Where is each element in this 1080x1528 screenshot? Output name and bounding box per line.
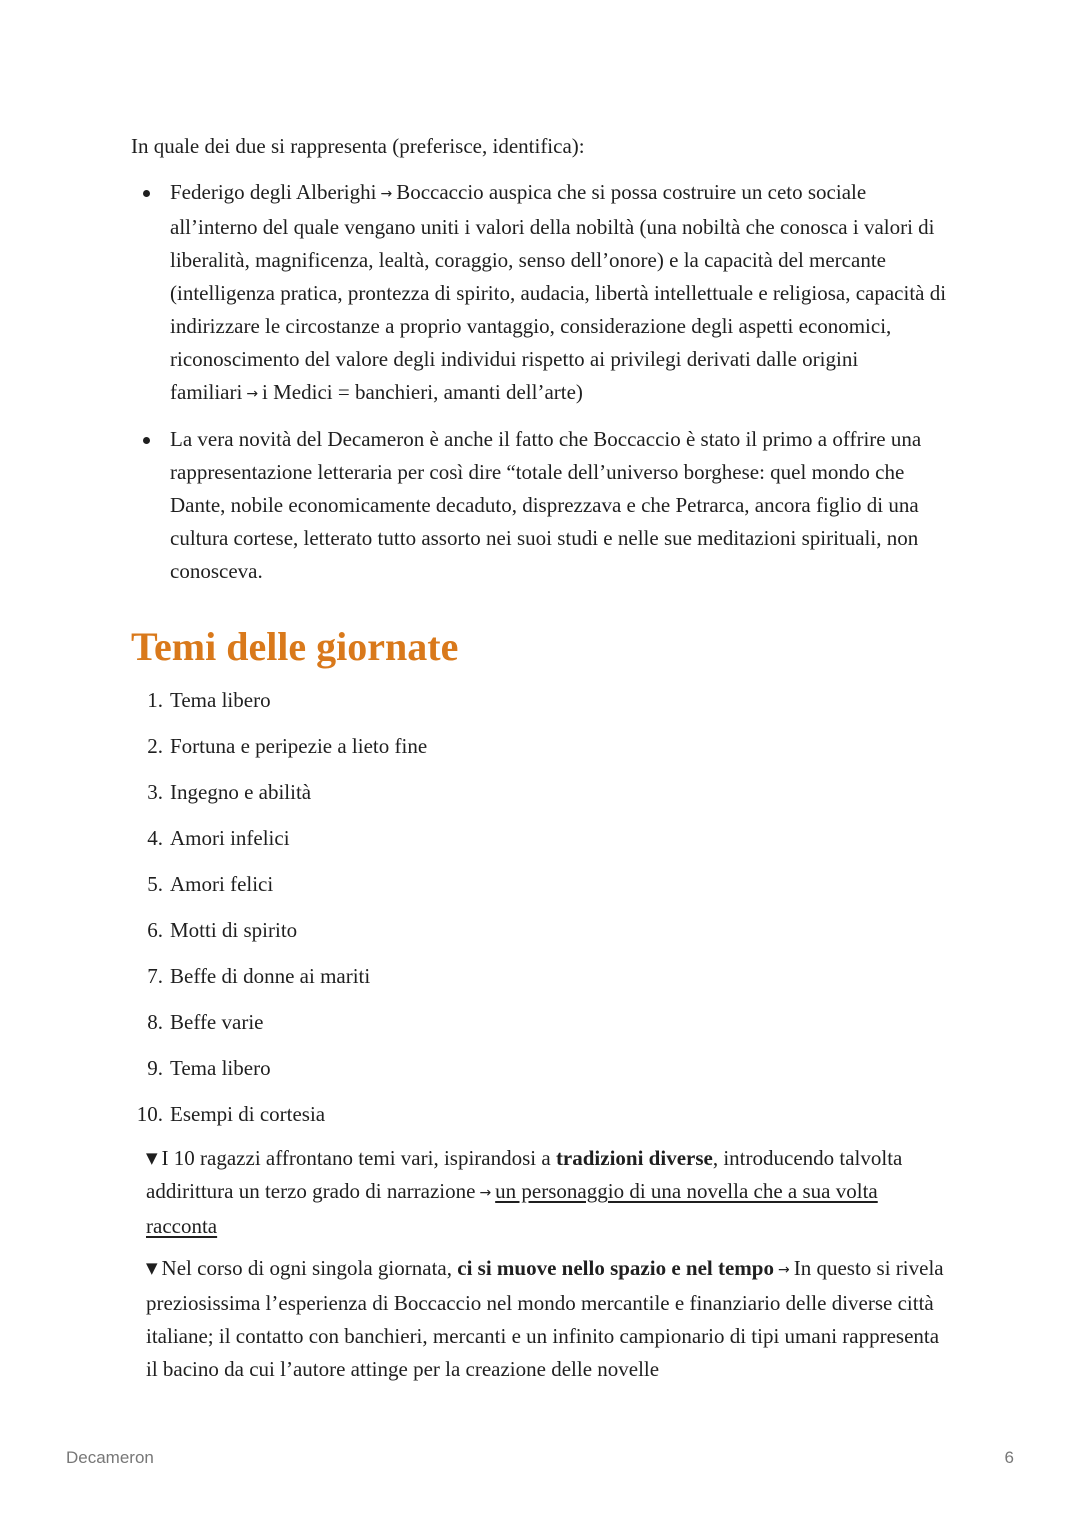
theme-number: 7. <box>147 964 163 988</box>
triangle-down-icon: ▼ <box>146 1259 158 1277</box>
theme-number: 8. <box>147 1010 163 1034</box>
right-arrow-icon: → <box>479 1185 492 1201</box>
theme-label: Amori felici <box>170 872 274 896</box>
theme-label: Tema libero <box>170 1056 271 1080</box>
theme-item <box>131 684 427 730</box>
bullet-federigo-part2: Boccaccio auspica che si possa costruire un ceto sociale all’interno del quale vengano uniti i valori della nobiltà (una nobiltà che conosca i valori di liberalità, magnificenza, lealtà, coraggio, senso dell’onore) e la capacità del mercante (intelligenza pratica, prontezza di spirito, audacia, libertà intellettuale e religiosa, capacità di indirizzare le circostanze a proprio vantaggio, considerazione degli aspetti economici, riconoscimento del valore degli individui rispetto ai privilegi derivati dalle origini familiari <box>170 180 947 404</box>
theme-number: 6. <box>147 918 163 942</box>
triangle-down-icon: ▼ <box>146 1149 158 1167</box>
theme-number: 9. <box>147 1056 163 1080</box>
right-arrow-icon: → <box>380 186 393 202</box>
bullet-federigo-part3: i Medici = banchieri, amanti dell’arte) <box>262 380 583 404</box>
section-title: Temi delle giornate <box>131 624 459 669</box>
intro-paragraph: In quale dei due si rappresenta (preferisce, identifica): <box>131 134 585 158</box>
right-arrow-icon: → <box>777 1262 790 1278</box>
theme-number: 4. <box>147 826 163 850</box>
note-tradizioni-mid: , introducendo talvolta addirittura un terzo grado di narrazione <box>146 1146 903 1203</box>
bullet-list <box>170 176 955 600</box>
theme-item <box>131 914 427 960</box>
theme-label: Motti di spirito <box>170 918 298 942</box>
note-spazio-post: In questo si rivela preziosissima l’esperienza di Boccaccio nel mondo mercantile e finanziario delle diverse città italiane; il contatto con banchieri, mercanti e un infinito campionario di tipi umani rappresenta il bacino da cui l’autore attinge per la creazione delle novelle <box>146 1256 944 1381</box>
theme-label: Beffe di donne ai mariti <box>170 964 371 988</box>
note-spazio-pre: Nel corso di ogni singola giornata, <box>161 1256 452 1280</box>
theme-item <box>131 1006 427 1052</box>
footer-doc-title: Decameron <box>66 1448 154 1467</box>
theme-label: Tema libero <box>170 688 271 712</box>
note-spazio-bold: ci si muove nello spazio e nel tempo <box>457 1256 774 1280</box>
right-arrow-icon: → <box>246 386 259 402</box>
theme-number: 1. <box>147 688 163 712</box>
theme-item <box>131 730 427 776</box>
theme-item <box>131 776 427 822</box>
theme-number: 10. <box>136 1102 163 1126</box>
bullet-item-novita <box>170 423 955 588</box>
bullet-dot-icon <box>143 190 150 197</box>
theme-number: 2. <box>147 734 163 758</box>
theme-item <box>131 868 427 914</box>
note-tradizioni-underlined: un personaggio di una novella che a sua volta racconta <box>146 1179 878 1238</box>
theme-item <box>131 960 427 1006</box>
note-spazio-tempo <box>146 1252 946 1386</box>
theme-label: Esempi di cortesia <box>170 1102 326 1126</box>
note-tradizioni-bold: tradizioni diverse <box>555 1146 713 1170</box>
bullet-federigo-part1: Federigo degli Alberighi <box>170 180 377 204</box>
bullet-item-federigo <box>170 176 955 411</box>
theme-label: Fortuna e peripezie a lieto fine <box>170 734 428 758</box>
bullet-novita-text: La vera novità del Decameron è anche il fatto che Boccaccio è stato il primo a offrire una rappresentazione letteraria per così dire “totale dell’universo borghese: quel mondo che Dante, nobile economicamente decaduto, disprezzava e che Petrarca, ancora figlio di una cultura cortese, letterato tutto assorto nei suoi studi e nelle sue meditazioni spirituali, non conosceva. <box>170 427 922 583</box>
theme-label: Ingegno e abilità <box>170 780 312 804</box>
note-tradizioni <box>146 1142 946 1243</box>
theme-label: Beffe varie <box>170 1010 264 1034</box>
theme-item <box>131 822 427 868</box>
theme-item <box>131 1098 427 1144</box>
theme-label: Amori infelici <box>170 826 290 850</box>
footer-page-number: 6 <box>1004 1448 1014 1467</box>
bullet-dot-icon <box>143 437 150 444</box>
note-tradizioni-pre: I 10 ragazzi affrontano temi vari, ispirandosi a <box>161 1146 551 1170</box>
theme-item <box>131 1052 427 1098</box>
theme-number: 5. <box>147 872 163 896</box>
themes-list <box>131 684 427 1144</box>
theme-number: 3. <box>147 780 163 804</box>
